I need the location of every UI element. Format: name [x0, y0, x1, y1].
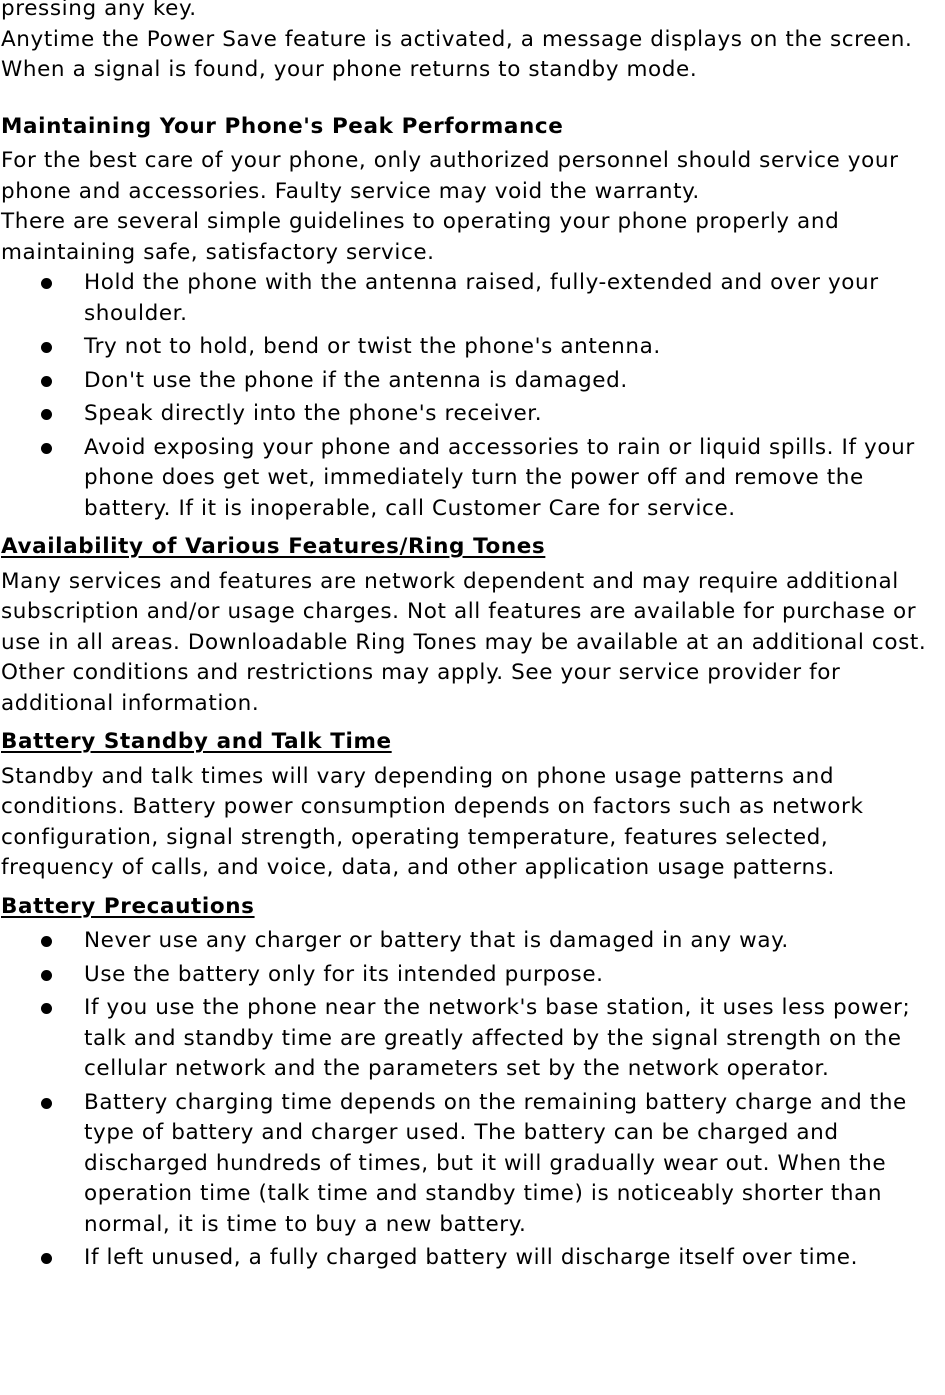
peak-performance-paragraph-2: There are several simple guidelines to operating your phone properly and maintaining safe, satisfactory service. [1, 209, 840, 265]
battery-precautions-list [1, 926, 945, 1274]
bullet-icon [41, 278, 52, 289]
list-item-text: Never use any charger or battery that is damaged in any way. [84, 928, 789, 953]
list-item [1, 1243, 945, 1274]
list-item [1, 1088, 945, 1241]
standby-talk-time-heading: Battery Standby and Talk Time [1, 729, 392, 754]
peak-performance-list [1, 268, 945, 524]
list-item [1, 332, 945, 363]
bullet-icon [41, 342, 52, 353]
list-item [1, 268, 945, 329]
peak-performance-paragraph-1: For the best care of your phone, only authorized personnel should service your phone and accessories. Faulty service may void the warranty. [1, 148, 899, 204]
list-item [1, 993, 945, 1085]
availability-heading: Availability of Various Features/Ring Tones [1, 534, 546, 559]
list-item [1, 926, 945, 957]
list-item [1, 399, 945, 430]
battery-precautions-heading: Battery Precautions [1, 893, 255, 919]
list-item-text: Don't use the phone if the antenna is damaged. [84, 367, 628, 393]
list-item [1, 960, 945, 991]
bullet-icon [41, 970, 52, 981]
list-item-text: Speak directly into the phone's receiver. [84, 401, 543, 426]
list-item-text: Try not to hold, bend or twist the phone's antenna. [84, 334, 661, 359]
bullet-icon [41, 936, 52, 947]
list-item-text: Avoid exposing your phone and accessories to rain or liquid spills. If your phone does get wet, immediately turn the power off and remove the battery. If it is inoperable, call Customer Care for service. [84, 434, 915, 521]
intro-continuation: pressing any key. [1, 0, 197, 21]
bullet-icon [41, 1003, 52, 1014]
peak-performance-heading: Maintaining Your Phone's Peak Performance [1, 113, 564, 139]
list-item [1, 433, 945, 525]
availability-paragraph: Many services and features are network dependent and may require additional subscription and/or usage charges. Not all features are available for purchase or use in all areas. Downloadable Ring Tones may be available at an additional cost. Other conditions and restrictions may apply. See your service provider for additional information. [1, 568, 927, 716]
bullet-icon [41, 1098, 52, 1109]
list-item-text: If you use the phone near the network's base station, it uses less power; talk and standby time are greatly affected by the signal strength on the cellular network and the parameters set by the network operator. [84, 995, 911, 1081]
list-item-text: Hold the phone with the antenna raised, fully-extended and over your shoulder. [84, 270, 879, 326]
list-item-text: If left unused, a fully charged battery will discharge itself over time. [84, 1245, 859, 1270]
list-item-text: Use the battery only for its intended purpose. [84, 961, 604, 987]
bullet-icon [41, 1253, 52, 1264]
bullet-icon [41, 376, 52, 387]
list-item-text: Battery charging time depends on the remaining battery charge and the type of battery and charger used. The battery can be charged and discharged hundreds of times, but it will gradually wear out. When the operation time (talk time and standby time) is noticeably shorter than normal, it is time to buy a new battery. [84, 1089, 907, 1237]
bullet-icon [41, 409, 52, 420]
power-save-paragraph: Anytime the Power Save feature is activated, a message displays on the screen. When a signal is found, your phone returns to standby mode. [1, 26, 913, 82]
document-page [1, 0, 945, 1277]
standby-talk-time-paragraph: Standby and talk times will vary depending on phone usage patterns and conditions. Battery power consumption depends on factors such as network configuration, signal strength, operating temperature, features selected, frequency of calls, and voice, data, and other application usage patterns. [1, 763, 864, 880]
bullet-icon [41, 443, 52, 454]
list-item [1, 366, 945, 397]
